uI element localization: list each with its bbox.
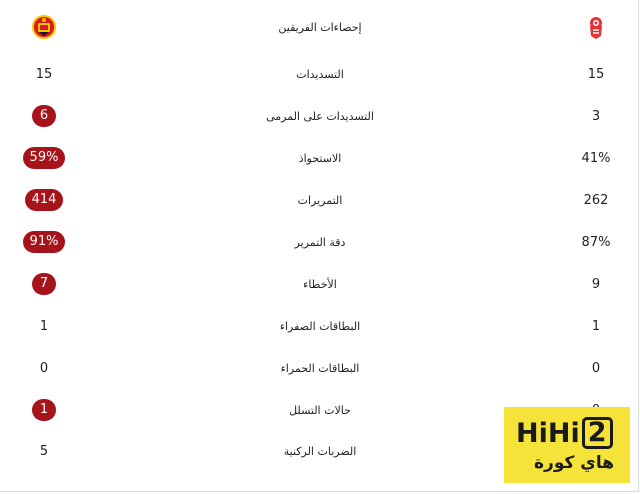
stat-label: الضربات الركنية <box>283 444 357 458</box>
stat-label: حالات التسلل <box>289 403 351 417</box>
stat-row-yellow-cards <box>0 311 640 341</box>
left-value-highlight: 6 <box>32 105 56 127</box>
left-value: 1 <box>39 318 49 334</box>
right-value: 15 <box>587 66 605 82</box>
stat-row-red-cards <box>0 353 640 383</box>
stat-label: التسديدات على المرمى <box>266 109 374 123</box>
stat-label: التسديدات <box>296 67 344 81</box>
site-watermark <box>504 407 630 483</box>
right-value: 1 <box>591 318 601 334</box>
right-value: 3 <box>591 108 601 124</box>
stat-row-passes <box>0 185 640 215</box>
stat-row-pass-accuracy <box>0 227 640 257</box>
right-value: 41% <box>581 150 611 166</box>
stat-label: البطاقات الصفراء <box>279 319 361 333</box>
stat-row-shots <box>0 59 640 89</box>
left-value: 15 <box>35 66 53 82</box>
right-value: 0 <box>591 360 601 376</box>
stat-label: التمريرات <box>297 193 343 207</box>
right-team-crest-cell <box>556 12 636 42</box>
left-value-highlight: 1 <box>32 399 56 421</box>
stats-header <box>0 12 640 42</box>
right-value: 87% <box>581 234 611 250</box>
left-value-highlight: 7 <box>32 273 56 295</box>
manchester-united-crest-icon <box>31 14 57 40</box>
left-value-highlight: 414 <box>25 189 64 211</box>
left-value-highlight: 59% <box>23 147 66 169</box>
stat-label: البطاقات الحمراء <box>280 361 360 375</box>
nottingham-forest-crest-icon <box>583 14 609 40</box>
watermark-arabic-text: هاي كورة <box>534 453 615 473</box>
stat-label: دقة التمرير <box>294 235 346 249</box>
header-title-cell <box>200 12 440 42</box>
watermark-logo-text: HiHi <box>516 417 580 449</box>
stat-row-shots-on-target <box>0 101 640 131</box>
stat-row-possession <box>0 143 640 173</box>
watermark-logo <box>516 417 613 449</box>
left-team-crest-cell <box>4 12 84 42</box>
left-value: 5 <box>39 443 49 459</box>
right-value: 9 <box>591 276 601 292</box>
stat-row-fouls <box>0 269 640 299</box>
left-value: 0 <box>39 360 49 376</box>
left-value-highlight: 91% <box>23 231 66 253</box>
page-title: إحصاءات الفريقين <box>278 20 362 34</box>
stat-label: الأخطاء <box>303 277 337 291</box>
stat-label: الاستحواذ <box>298 151 342 165</box>
right-value: 262 <box>583 192 609 208</box>
watermark-logo-number: 2 <box>582 417 613 449</box>
